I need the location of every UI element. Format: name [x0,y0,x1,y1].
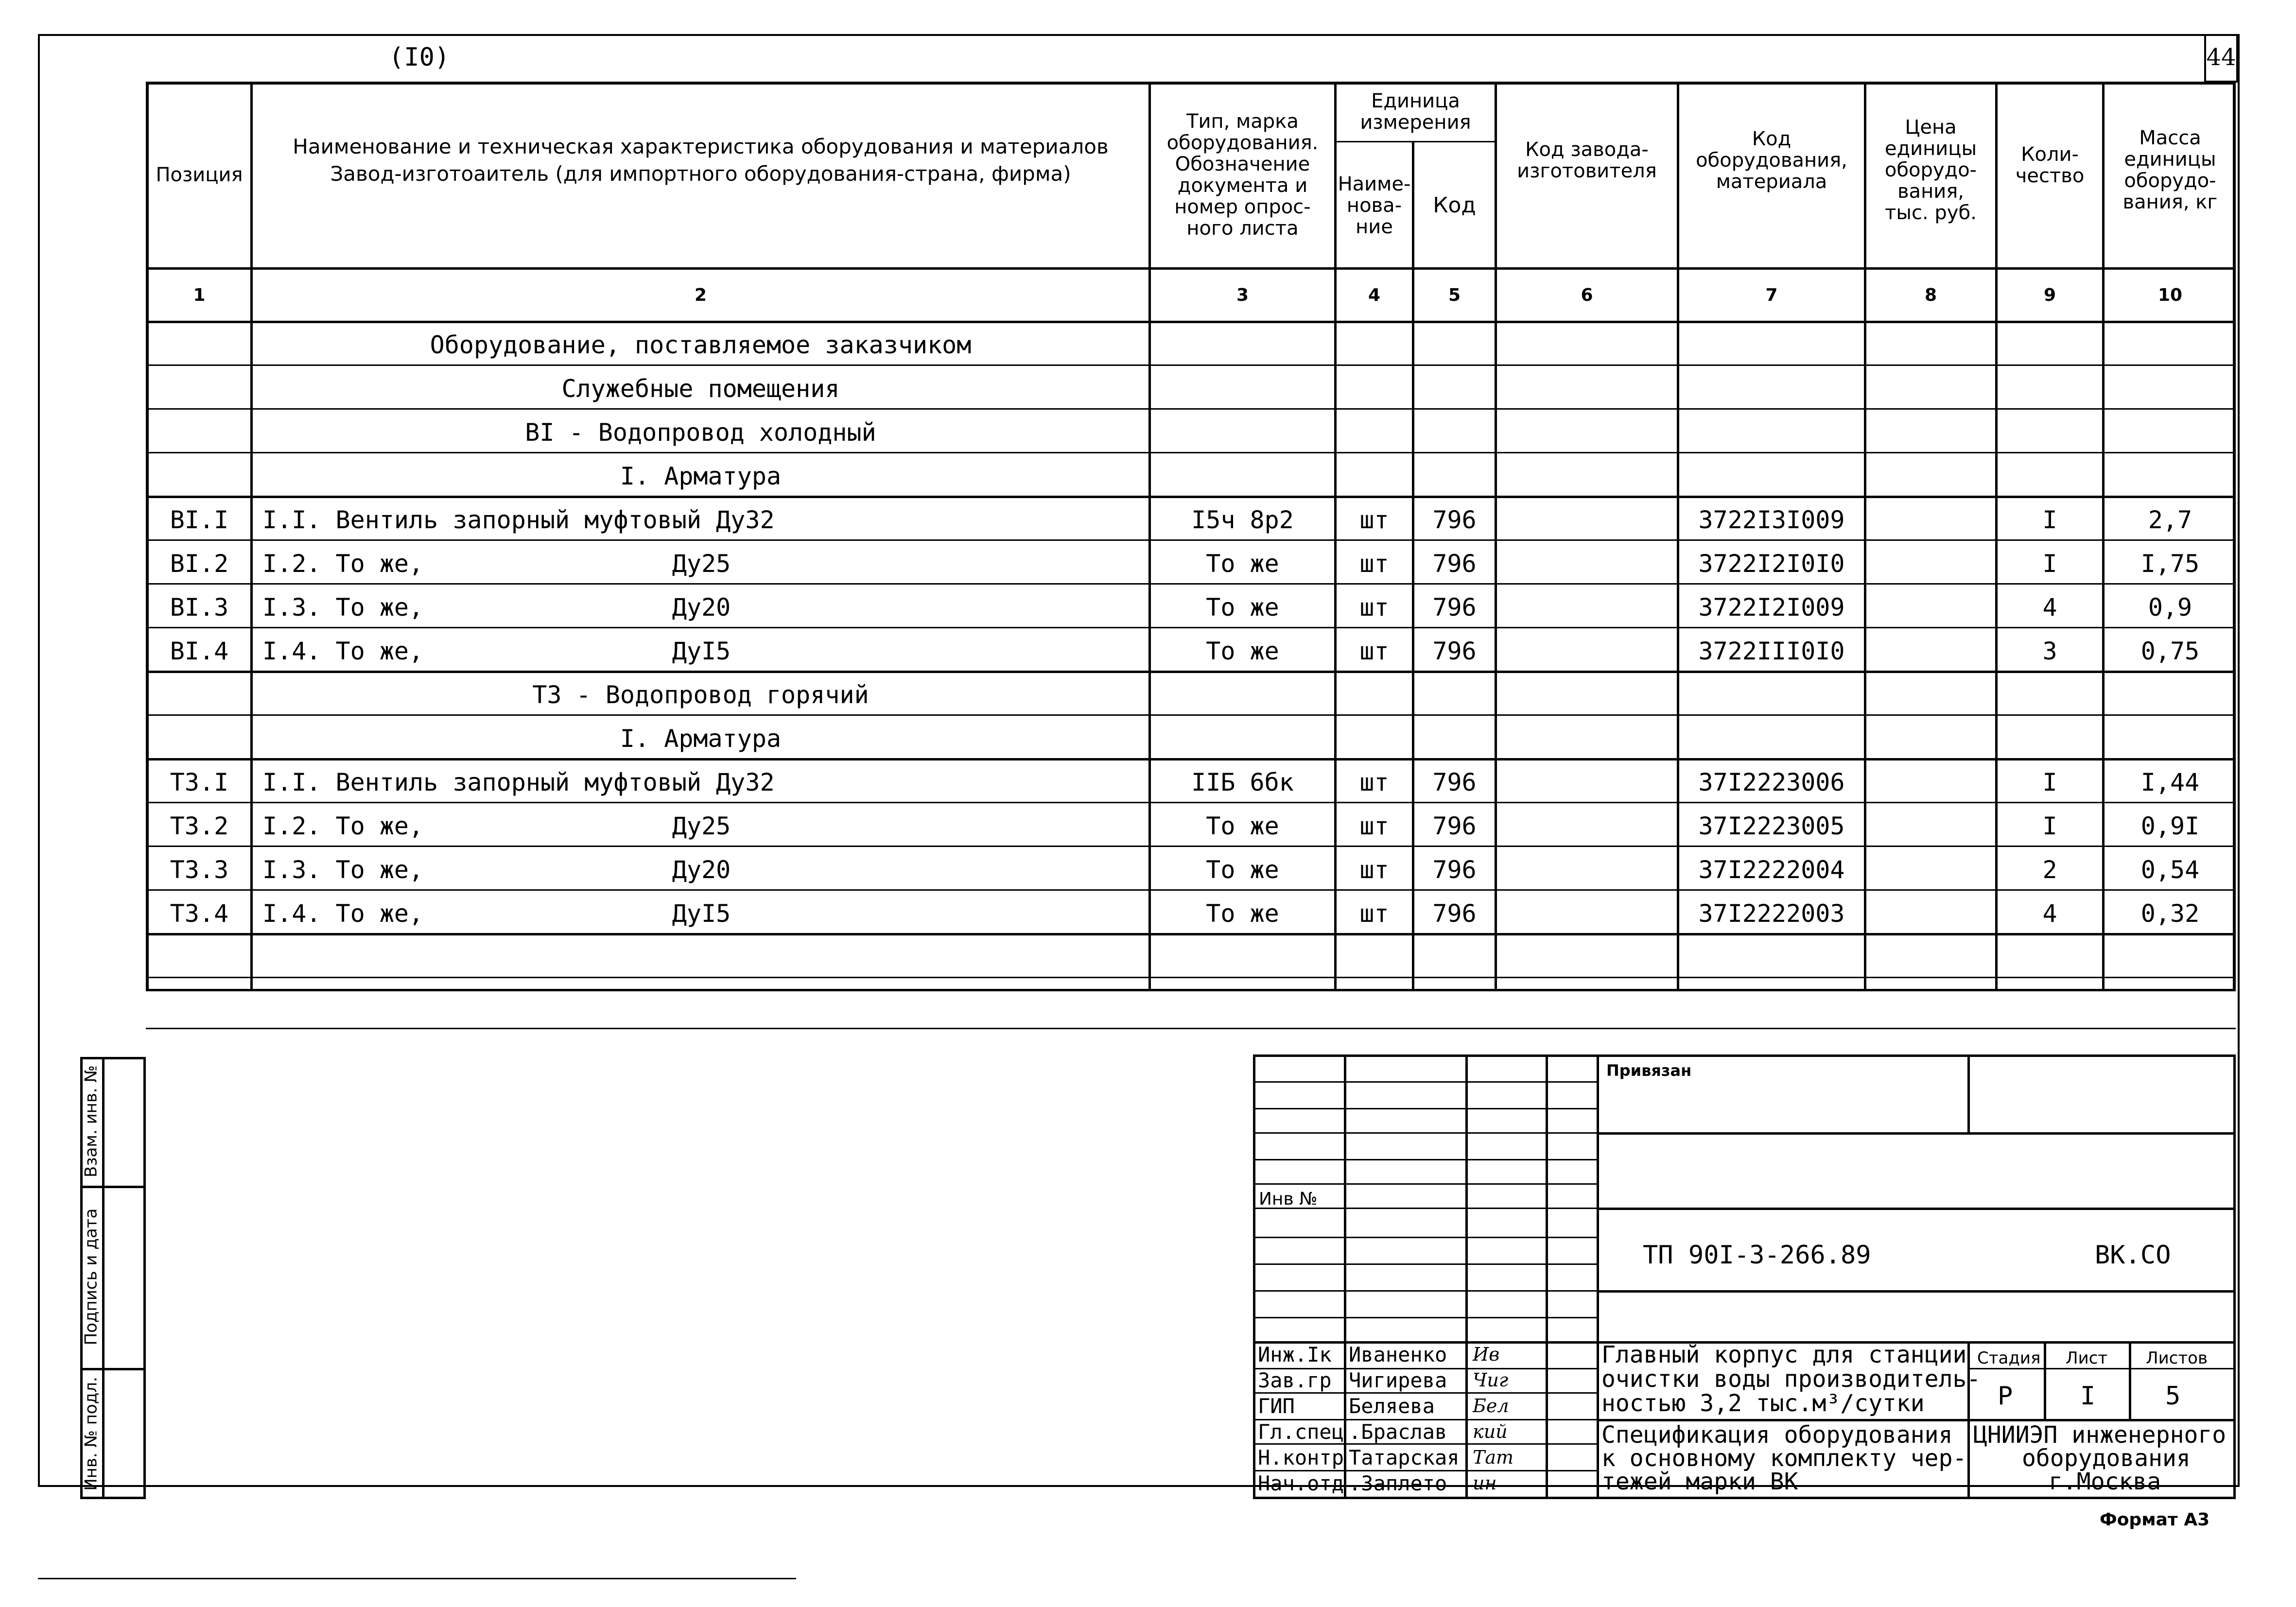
colnum-9: 9 [2043,285,2056,305]
cell-pos: BI.3 [170,593,229,622]
cell-code: 796 [1432,812,1477,840]
cell-code: 796 [1432,637,1477,665]
colnum-3: 3 [1236,285,1249,305]
colnum-2: 2 [694,285,707,305]
cell-name [262,982,1148,1028]
tb-grid-line [1253,1081,1597,1083]
side-stamp-vzam: Взам. инв. № [81,1065,101,1177]
stage-value: Р [1998,1382,2013,1411]
row-line [146,1028,2236,1029]
cell-code [1414,719,1495,758]
tb-grid-line [1253,1290,1597,1292]
cell-name: I. Арматура [620,725,782,753]
spec-title-1: Спецификация оборудования [1601,1421,1953,1449]
cell-qty: I [2042,812,2057,840]
signer-sign: Бел [1473,1395,1509,1417]
project-title-1: Главный корпус для станции [1601,1341,1967,1368]
row-line [146,714,2236,716]
project-title-2: очистки воды производитель- [1601,1365,1981,1393]
tb-h-privyazan [1597,1132,2236,1135]
tb-grid-line [1253,1108,1597,1109]
side-stamp-line-1 [80,1186,146,1188]
cell-unit: шт [1359,637,1389,665]
cell-pos [148,413,250,452]
doc-mark: ВК.СО [2095,1241,2171,1270]
cell-eq [1679,457,1864,496]
cell-code [1414,326,1495,364]
cell-code [1414,457,1495,496]
row-line [146,889,2236,891]
cell-type: То же [1206,856,1279,884]
tb-v-stage-right [2129,1341,2131,1419]
cell-eq: 37I2223005 [1698,812,1845,840]
cell-pos: BI.2 [170,550,229,578]
cell-name: I.I. Вентиль запорный муфтовый Ду32 [262,506,775,534]
crop-line [38,1578,796,1579]
org-name-2: оборудования [2022,1445,2191,1472]
row-line [146,846,2236,847]
tb-grid-line [1253,1317,1597,1318]
signer-role: Инж.Iк [1258,1343,1332,1366]
cell-type [1151,457,1334,496]
sheets-header: Листов [2146,1348,2208,1368]
cell-eq [1679,326,1864,364]
signer-role: Н.контр [1258,1446,1344,1469]
signer-name: Беляева [1349,1394,1435,1418]
signer-sign: Чиг [1473,1369,1509,1391]
unit-header-divider [1334,141,1495,142]
cell-pos [148,326,250,364]
cell-mass [2105,413,2236,452]
tb-v5 [1967,1054,1970,1132]
cell-unit [1337,938,1412,977]
header-unit: Единица измерения [1360,90,1471,134]
cell-type [1151,719,1334,758]
side-stamp-line-2 [80,1368,146,1370]
cell-name: I.I. Вентиль запорный муфтовый Ду32 [262,768,775,796]
cell-mass: 0,54 [2140,856,2200,884]
cell-pos: Т3.2 [170,812,229,840]
spec-title-2: к основному комплекту чер- [1601,1445,1967,1472]
signer-name: .Браслав [1349,1420,1447,1444]
cell-pos [148,369,250,408]
cell-name: I.2. То же, Ду25 [262,812,731,840]
cell-eq: 3722I2I0I0 [1698,550,1845,578]
cell-mass [2105,982,2236,1028]
side-stamp-inv: Инв. № подл. [81,1377,101,1491]
cell-code: 796 [1432,899,1477,928]
cell-eq: 3722I3I009 [1698,506,1845,534]
signer-role: Нач.отд [1258,1471,1344,1495]
cell-mass: 2,7 [2148,506,2192,534]
colnum-10: 10 [2157,285,2183,305]
cell-qty [1998,982,2102,1028]
row-line [146,977,2236,978]
row-line [146,496,2236,498]
colnum-5: 5 [1448,285,1461,305]
header-unit-name: Наиме- нова- ние [1338,173,1411,238]
tb-h-doc-top [1597,1208,2236,1210]
cell-eq [1679,719,1864,758]
cell-eq [1679,982,1864,1028]
signer-sign: ин [1473,1472,1497,1494]
header-mass: Масса единицы оборудо- вания, кг [2122,127,2218,213]
cell-mass [2105,719,2236,758]
cell-pos [148,675,250,714]
tb-v1 [1344,1054,1346,1499]
cell-mass [2105,675,2236,714]
org-name-3: г.Москва [2049,1468,2161,1495]
header-equipment-code: Код оборудования, материала [1696,128,1847,193]
cell-code: 796 [1432,856,1477,884]
cell-code: 796 [1432,768,1477,796]
cell-mass: 0,32 [2140,899,2200,928]
side-stamp-podpis: Подпись и дата [81,1208,101,1346]
signer-name: Иваненко [1349,1343,1447,1366]
tb-grid-line [1253,1132,1597,1134]
tb-grid-line [1253,1392,1597,1394]
cell-eq: 3722III0I0 [1698,637,1845,665]
signer-sign: Тат [1473,1447,1514,1468]
cell-type: То же [1206,550,1279,578]
cell-name: I.3. То же, Ду20 [262,856,731,884]
colnum-6: 6 [1581,285,1593,305]
signer-role: Гл.спец [1258,1420,1344,1444]
cell-unit: шт [1359,856,1389,884]
cell-name: I.2. То же, Ду25 [262,550,731,578]
page-label: (I0) [389,43,450,72]
cell-type [1151,326,1334,364]
header-factory-code: Код завода- изготовителя [1517,138,1657,182]
cell-mass [2105,369,2236,408]
sheet-number: 44 [2206,44,2236,71]
cell-pos: BI.4 [170,637,229,665]
cell-unit: шт [1359,812,1389,840]
cell-type: То же [1206,899,1279,928]
row-line [146,933,2236,935]
cell-code: 796 [1432,506,1477,534]
cell-qty: 4 [2042,593,2057,622]
cell-code [1414,982,1495,1028]
cell-pos: Т3.3 [170,856,229,884]
header-position: Позиция [156,164,243,186]
row-line [146,539,2236,541]
header-quantity: Коли- чество [2015,143,2085,187]
sheet-header: Лист [2066,1348,2108,1368]
cell-qty: 4 [2042,899,2057,928]
cell-name: I. Арматура [620,462,782,490]
cell-qty: 3 [2042,637,2057,665]
cell-mass: 0,9I [2140,812,2200,840]
cell-type: То же [1206,812,1279,840]
row-line [146,364,2236,366]
cell-unit: шт [1359,550,1389,578]
row-line [146,408,2236,410]
cell-qty [1998,413,2102,452]
cell-mass [2105,457,2236,496]
signer-role: Зав.гр [1258,1368,1332,1392]
cell-mass [2105,938,2236,977]
cell-eq: 37I2223006 [1698,768,1845,796]
signer-name: Чигирева [1349,1368,1447,1392]
cell-qty [1998,326,2102,364]
row-line [146,671,2236,673]
cell-unit: шт [1359,768,1389,796]
sheet-value: I [2080,1382,2096,1411]
colnum-7: 7 [1765,285,1778,305]
tb-grid-line [1253,1263,1597,1265]
colnum-8: 8 [1924,285,1937,305]
colnum-bottom-line [146,321,2236,323]
sheets-value: 5 [2165,1382,2181,1411]
cell-eq: 37I2222004 [1698,856,1845,884]
stage-header: Стадия [1977,1348,2041,1368]
signer-name: .Заплето [1349,1471,1447,1495]
cell-pos [148,457,250,496]
cell-mass: 0,75 [2140,637,2200,665]
cell-name [262,938,1148,977]
cell-eq [1679,675,1864,714]
cell-qty [1998,457,2102,496]
cell-name: Оборудование, поставляемое заказчиком [430,331,972,359]
cell-eq [1679,413,1864,452]
cell-type [1151,938,1334,977]
header-type: Тип, марка оборудования. Обозначение документа и номер опрос- ного листа [1166,110,1319,240]
signer-name: Татарская [1349,1446,1460,1469]
tb-v-stage-left [1967,1341,1970,1499]
side-stamp-divider [102,1057,104,1499]
cell-type: То же [1206,637,1279,665]
cell-qty: I [2042,506,2057,534]
tb-v2 [1465,1054,1468,1499]
format-label: Формат А3 [2100,1510,2210,1530]
cell-qty: I [2042,768,2057,796]
cell-eq [1679,369,1864,408]
colnum-4: 4 [1368,285,1381,305]
cell-type [1151,369,1334,408]
cell-eq: 3722I2I009 [1698,593,1845,622]
colnum-1: 1 [193,285,206,305]
tb-grid-line [1253,1183,1597,1185]
header-price: Цена единицы оборудо- вания, тыс. руб. [1884,116,1977,224]
row-line [146,452,2236,453]
org-name-1: ЦНИИЭП инженерного [1973,1421,2226,1449]
cell-type [1151,413,1334,452]
cell-qty: I [2042,550,2057,578]
cell-pos [148,982,250,1028]
cell-pos [148,938,250,977]
cell-eq: 37I2222003 [1698,899,1845,928]
cell-unit [1337,675,1412,714]
tb-v4 [1597,1054,1599,1499]
cell-pos [148,719,250,758]
row-line [146,627,2236,628]
cell-unit [1337,719,1412,758]
tb-v3 [1546,1054,1548,1499]
tb-grid-line [1253,1159,1597,1160]
cell-code [1414,413,1495,452]
cell-eq [1679,938,1864,977]
cell-type: IIБ 6бк [1191,768,1294,796]
header-unit-code: Код [1433,192,1476,218]
cell-name: I.4. То же, ДуI5 [262,899,731,928]
cell-code: 796 [1432,550,1477,578]
cell-qty [1998,719,2102,758]
cell-code [1414,369,1495,408]
cell-unit: шт [1359,506,1389,534]
cell-pos: Т3.I [170,768,229,796]
signer-sign: Ив [1473,1344,1500,1365]
tb-v-stage-mid [2044,1341,2046,1419]
row-line [146,802,2236,803]
cell-mass [2105,326,2236,364]
cell-name: I.3. То же, Ду20 [262,593,731,622]
signer-sign: кий [1473,1421,1508,1442]
cell-code [1414,675,1495,714]
cell-type: То же [1206,593,1279,622]
cell-unit: шт [1359,899,1389,928]
header-name: Наименование и техническая характеристика оборудования и материалов Завод-изготоаитель (для импортного оборудования-страна, фирма) [293,135,1109,186]
cell-type [1151,675,1334,714]
cell-unit [1337,369,1412,408]
cell-qty: 2 [2042,856,2057,884]
tb-h-doc-bottom [1597,1290,2236,1293]
cell-qty [1998,675,2102,714]
cell-unit [1337,982,1412,1028]
cell-qty [1998,369,2102,408]
row-line [146,583,2236,585]
project-title-3: ностью 3,2 тыс.м³/сутки [1601,1390,1925,1417]
cell-mass: I,75 [2140,550,2200,578]
doc-code: ТП 90I-3-266.89 [1643,1241,1871,1270]
spec-title-3: тежей марки ВК [1601,1468,1798,1495]
cell-pos: Т3.4 [170,899,229,928]
cell-code: 796 [1432,593,1477,622]
cell-unit [1337,413,1412,452]
signer-role: ГИП [1258,1394,1295,1418]
cell-pos: BI.I [170,506,229,534]
cell-mass: I,44 [2140,768,2200,796]
cell-unit [1337,326,1412,364]
cell-name: BI - Водопровод холодный [525,418,876,447]
cell-mass: 0,9 [2148,593,2192,622]
cell-name: Т3 - Водопровод горячий [532,681,869,709]
cell-name: I.4. То же, ДуI5 [262,637,731,665]
row-line [146,758,2236,760]
cell-type: I5ч 8р2 [1191,506,1294,534]
tb-grid-line [1253,1237,1597,1238]
cell-code [1414,938,1495,977]
cell-qty [1998,938,2102,977]
cell-unit: шт [1359,593,1389,622]
privyazan-label: Привязан [1606,1061,1692,1080]
cell-name: Служебные помещения [561,375,840,403]
inv-no-label: Инв № [1259,1189,1318,1209]
cell-unit [1337,457,1412,496]
cell-type [1151,982,1334,1028]
